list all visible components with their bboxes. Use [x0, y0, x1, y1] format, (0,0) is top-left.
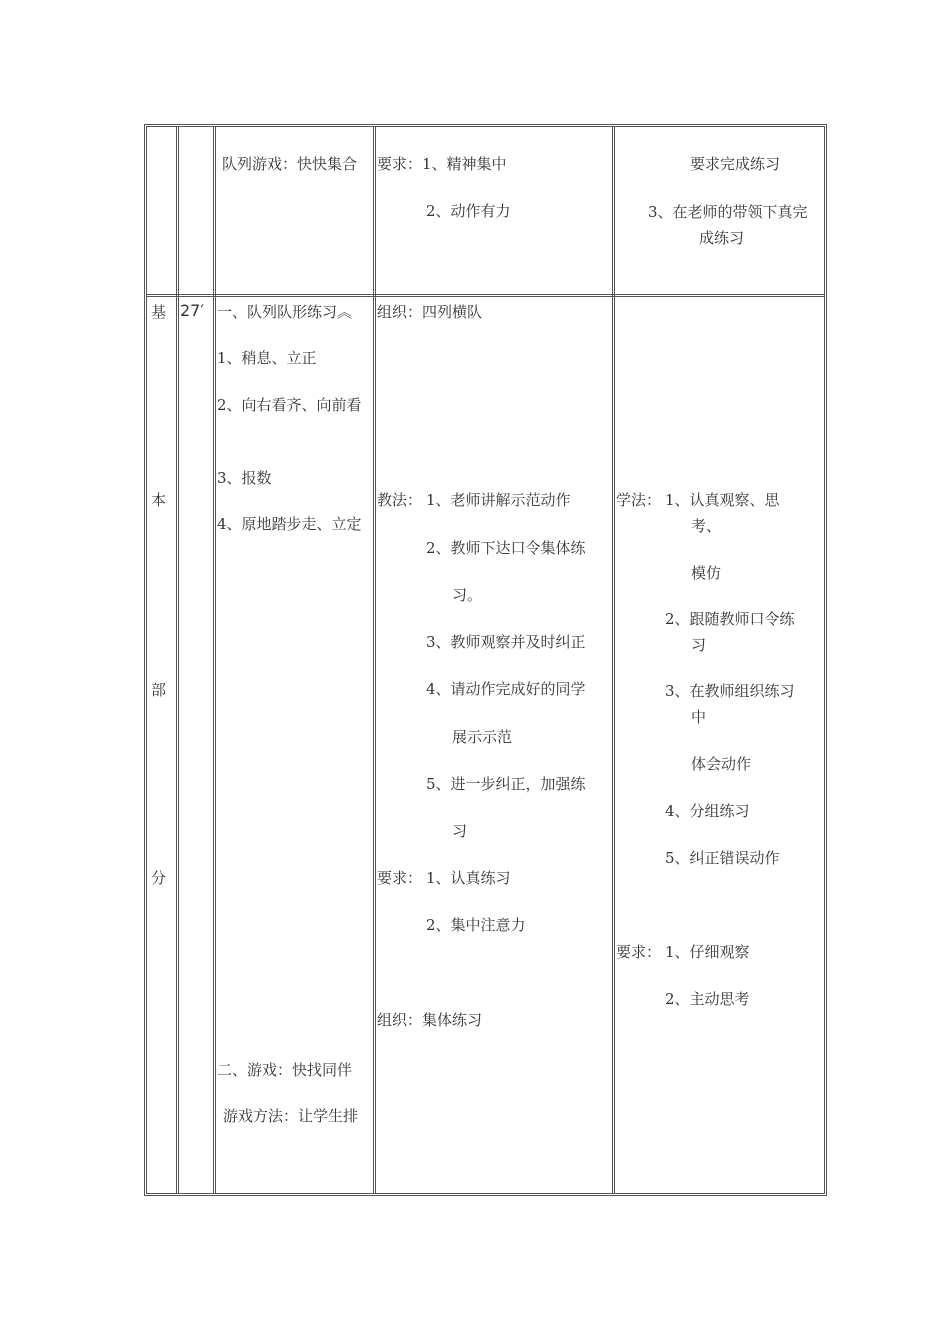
time-cell: 27′ [180, 301, 204, 320]
teacher-organization: 组织：四列横队 [377, 303, 483, 321]
student-method-item: 中 [691, 708, 707, 726]
student-method-item: 4、分组练习 [665, 802, 750, 820]
row1-teacher-req-line1: 要求：1、精神集中 [377, 155, 507, 173]
student-method-item: 考、 [691, 517, 722, 535]
student-method-item: 3、在教师组织练习 [665, 682, 795, 700]
column-divider [213, 127, 216, 1193]
row1-teacher-req-line2: 2、动作有力 [426, 202, 511, 220]
student-method-item: 习 [691, 636, 707, 654]
teacher-req-label: 要求： [377, 869, 423, 887]
teacher-method-item: 3、教师观察并及时纠正 [426, 633, 586, 651]
row-divider [147, 294, 824, 297]
row1-student-line2: 3、在老师的带领下真完 [648, 203, 808, 221]
teacher-req-item: 2、集中注意力 [426, 916, 526, 934]
row1-student-line3: 成练习 [699, 229, 745, 247]
drill-item: 1、稍息、立正 [217, 349, 317, 367]
column-divider [176, 127, 179, 1193]
teacher-method-item: 习。 [452, 586, 483, 604]
student-method-item: 2、跟随教师口令练 [665, 610, 795, 628]
drill-item: 2、向右看齐、向前看 [217, 396, 362, 414]
section-char: 分 [151, 869, 167, 887]
teacher-method-item: 2、教师下达口令集体练 [426, 539, 586, 557]
teacher-method-label: 教法： [377, 491, 423, 509]
section-char: 部 [151, 681, 167, 699]
lesson-plan-table [144, 124, 827, 1196]
student-req-label: 要求： [616, 943, 662, 961]
game-method: 游戏方法：让学生排 [223, 1107, 359, 1125]
teacher-method-item: 展示示范 [452, 728, 513, 746]
drill-title: 一、队列队形练习︽ [217, 303, 353, 321]
drill-item: 3、报数 [217, 469, 272, 487]
teacher-req-item: 1、认真练习 [426, 869, 511, 887]
teacher-method-item: 5、进一步纠正，加强练 [426, 775, 586, 793]
row1-student-line1: 要求完成练习 [690, 155, 781, 173]
teacher-method-item: 4、请动作完成好的同学 [426, 680, 586, 698]
student-method-label: 学法： [616, 491, 662, 509]
teacher-method-item: 习 [452, 822, 468, 840]
drill-item: 4、原地踏步走、立定 [217, 515, 362, 533]
column-divider [373, 127, 376, 1193]
game-title: 二、游戏：快找同伴 [217, 1061, 353, 1079]
student-method-item: 5、纠正错误动作 [665, 849, 780, 867]
row1-content-cell: 队列游戏：快快集合 [222, 155, 358, 173]
student-req-item: 1、仔细观察 [665, 943, 750, 961]
column-divider [612, 127, 615, 1193]
section-char: 基 [151, 303, 167, 321]
student-method-item: 模仿 [691, 564, 722, 582]
teacher-method-item: 1、老师讲解示范动作 [426, 491, 571, 509]
teacher-organization-2: 组织：集体练习 [377, 1011, 483, 1029]
student-method-item: 1、认真观察、思 [665, 491, 780, 509]
student-req-item: 2、主动思考 [665, 990, 750, 1008]
section-char: 本 [151, 491, 167, 509]
student-method-item: 体会动作 [691, 755, 752, 773]
